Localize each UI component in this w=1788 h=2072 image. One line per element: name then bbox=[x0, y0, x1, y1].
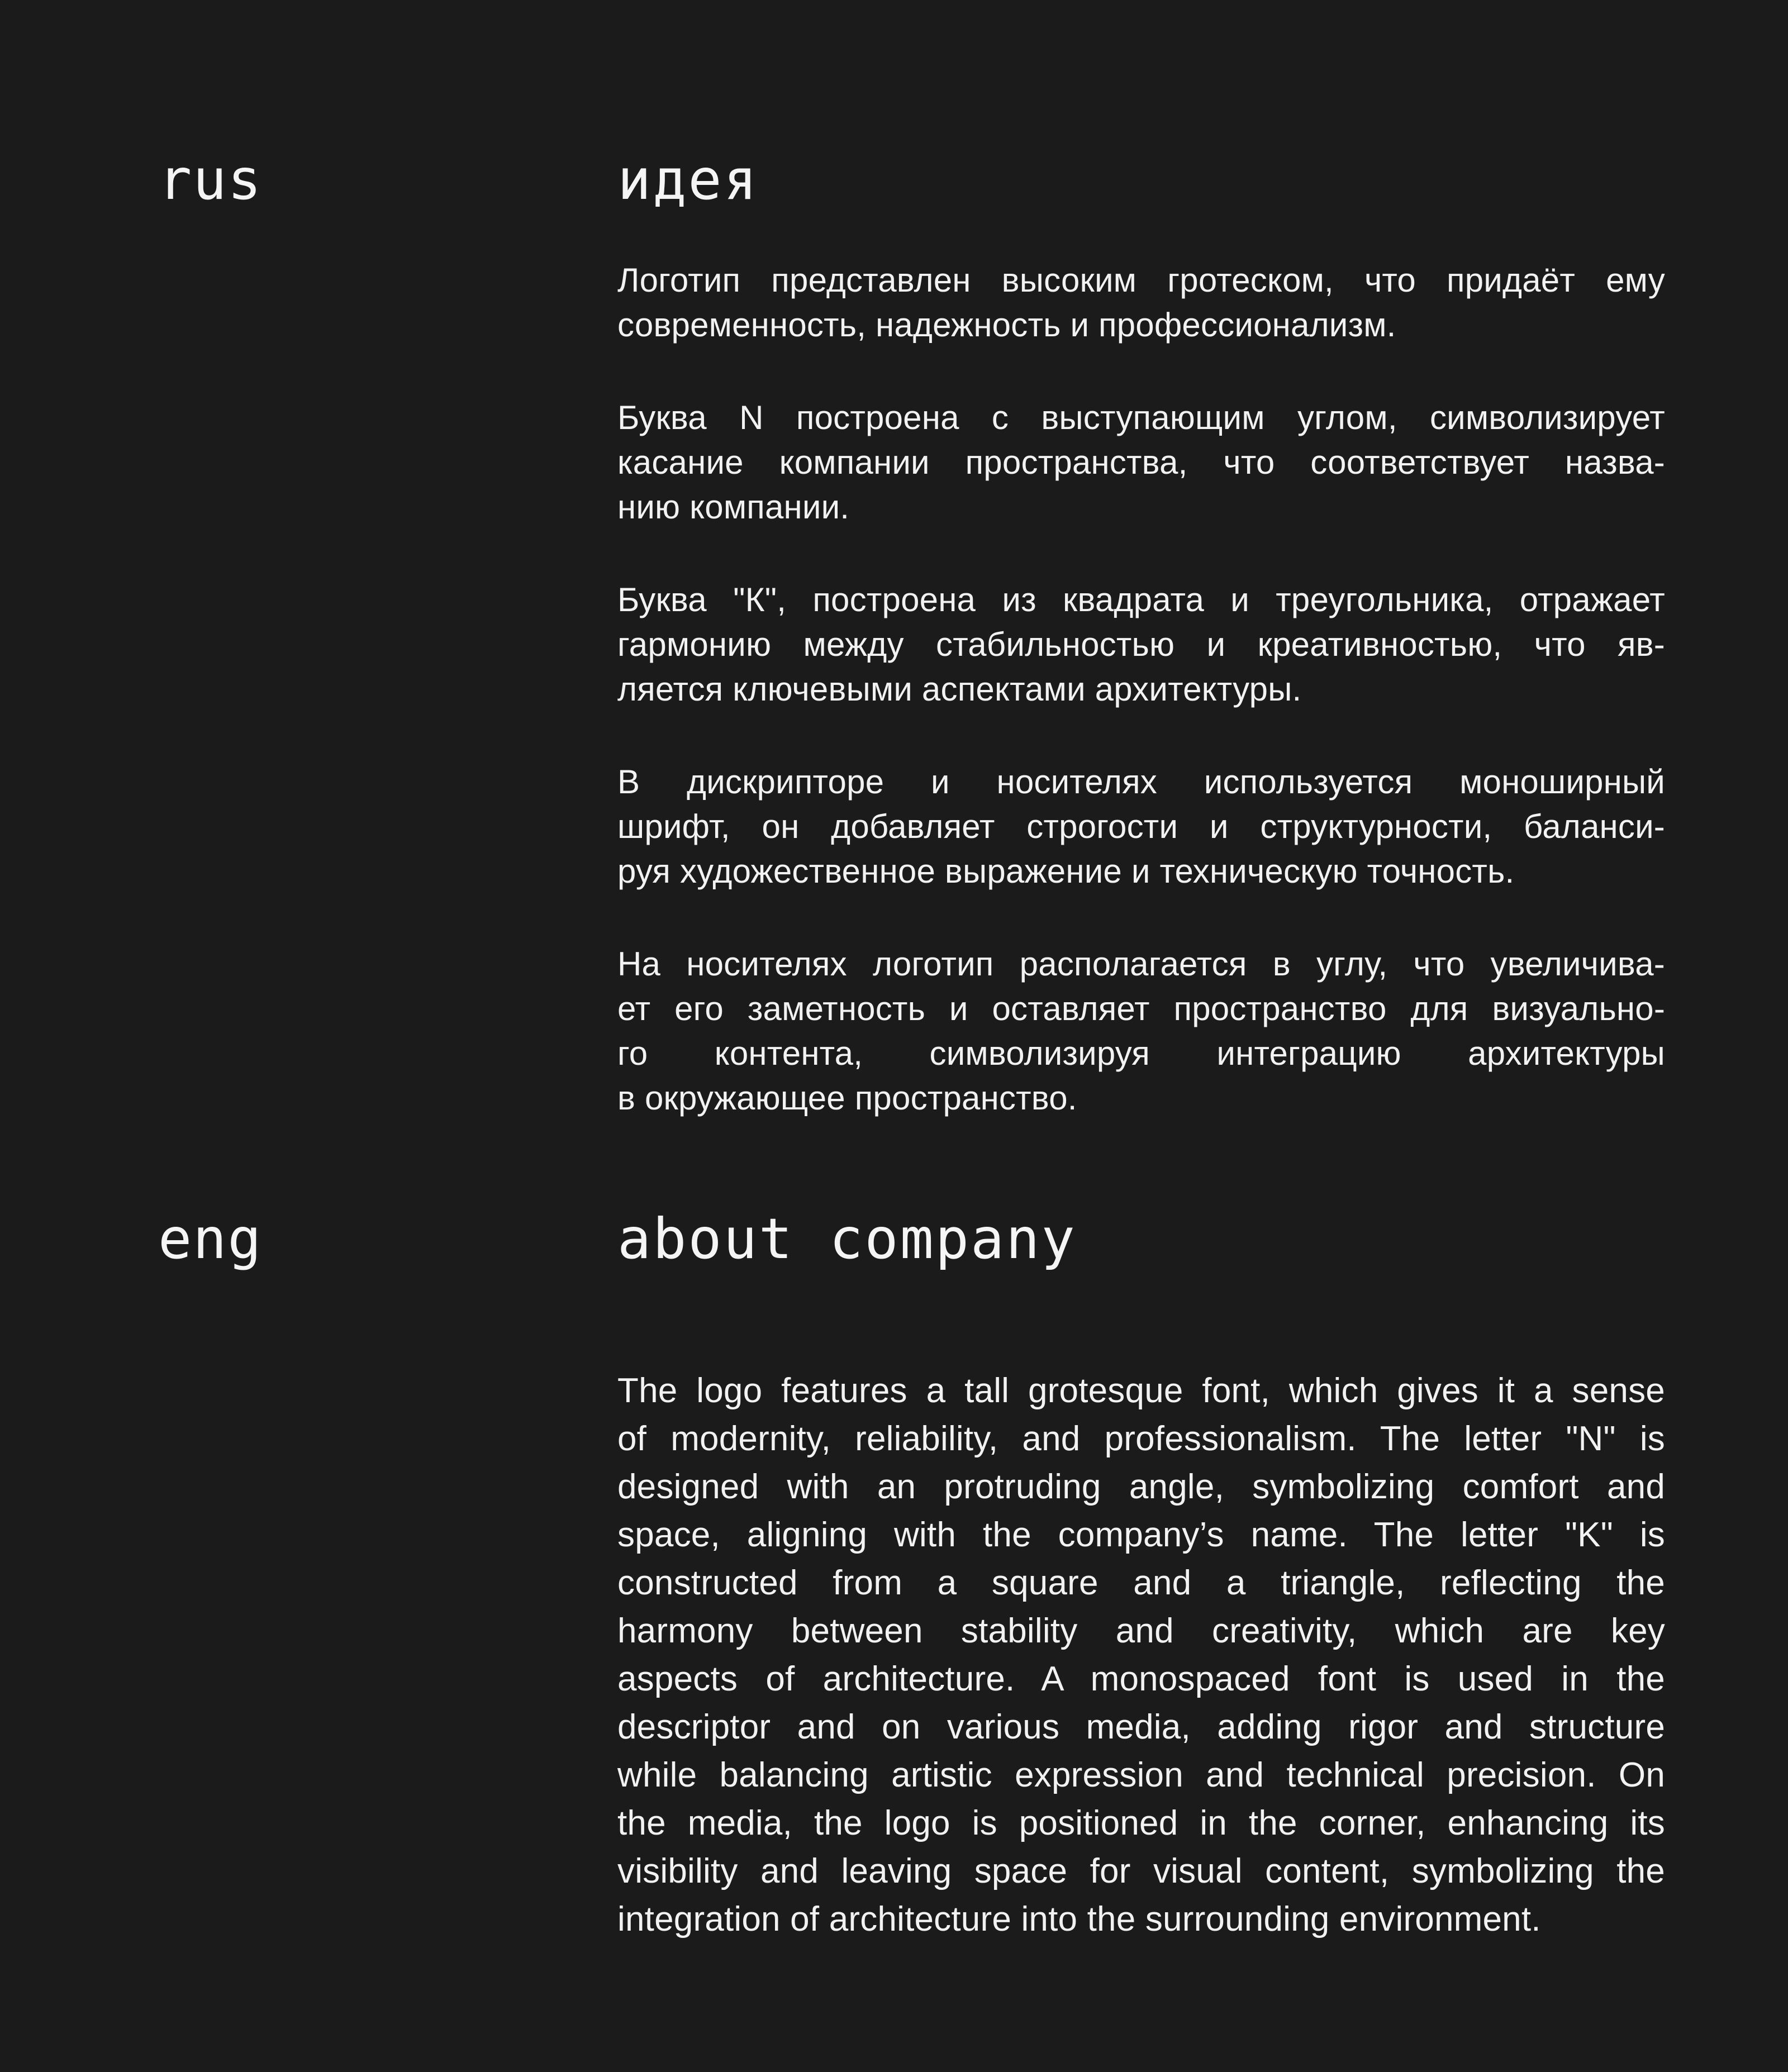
text-line: го контента, символизируя интеграцию архитектуры bbox=[617, 1035, 1665, 1072]
text-line: Буква N построена с выступающим углом, символизирует bbox=[617, 399, 1665, 436]
rus-text-column bbox=[617, 258, 1665, 1121]
rus-heading-row bbox=[158, 147, 1665, 212]
text-line: of modernity, reliability, and professionalism. The letter "N" is bbox=[617, 1420, 1665, 1458]
text-line: ляется ключевыми аспектами архитектуры. bbox=[617, 670, 1302, 708]
text-line: harmony between stability and creativity, which are key bbox=[617, 1612, 1665, 1650]
text-line: Логотип представлен высоким гротеском, что придаёт ему bbox=[617, 261, 1665, 299]
section-heading-about-company: about company bbox=[617, 1206, 1077, 1271]
section-eng bbox=[0, 1206, 1788, 1944]
text-line: современность, надежность и профессионализм. bbox=[617, 306, 1396, 344]
text-line: шрифт, он добавляет строгости и структурности, баланси- bbox=[617, 808, 1665, 845]
text-line: касание компании пространства, что соответствует назва- bbox=[617, 444, 1665, 481]
eng-heading-row bbox=[158, 1206, 1665, 1271]
paragraph bbox=[617, 760, 1665, 894]
text-line: descriptor and on various media, adding rigor and structure bbox=[617, 1708, 1665, 1746]
text-line: constructed from a square and a triangle, reflecting the bbox=[617, 1564, 1665, 1602]
lang-label-rus: rus bbox=[158, 147, 263, 212]
section-rus bbox=[0, 147, 1788, 1121]
text-line: integration of architecture into the surrounding environment. bbox=[617, 1900, 1541, 1938]
paragraph bbox=[617, 578, 1665, 712]
text-line: в окружающее пространство. bbox=[617, 1079, 1077, 1117]
text-line: ет его заметность и оставляет пространство для визуально- bbox=[617, 990, 1665, 1027]
text-line: space, aligning with the company’s name. The letter "K" is bbox=[617, 1516, 1665, 1554]
paragraph bbox=[617, 942, 1665, 1121]
text-line: while balancing artistic expression and technical precision. On bbox=[617, 1756, 1665, 1794]
eng-text-column bbox=[617, 1367, 1665, 1944]
text-line: aspects of architecture. A monospaced font is used in the bbox=[617, 1660, 1665, 1698]
text-line: the media, the logo is positioned in the corner, enhancing its bbox=[617, 1804, 1665, 1842]
text-line: designed with an protruding angle, symbolizing comfort and bbox=[617, 1468, 1665, 1506]
paragraph bbox=[617, 396, 1665, 530]
paragraph bbox=[617, 258, 1665, 347]
text-line: Буква "К", построена из квадрата и треугольника, отражает bbox=[617, 581, 1665, 618]
section-heading-idea: идея bbox=[617, 147, 759, 212]
text-line: нию компании. bbox=[617, 488, 850, 526]
text-line: visibility and leaving space for visual content, symbolizing the bbox=[617, 1852, 1665, 1890]
text-line: гармонию между стабильностью и креативностью, что яв- bbox=[617, 626, 1665, 663]
paragraph bbox=[617, 1367, 1665, 1944]
text-line: The logo features a tall grotesque font, which gives it a sense bbox=[617, 1371, 1665, 1410]
text-line: руя художественное выражение и техническую точность. bbox=[617, 852, 1515, 890]
text-line: В дискрипторе и носителях используется моноширный bbox=[617, 763, 1665, 801]
lang-label-eng: eng bbox=[158, 1206, 263, 1271]
text-line: На носителях логотип располагается в углу, что увеличива- bbox=[617, 945, 1665, 983]
